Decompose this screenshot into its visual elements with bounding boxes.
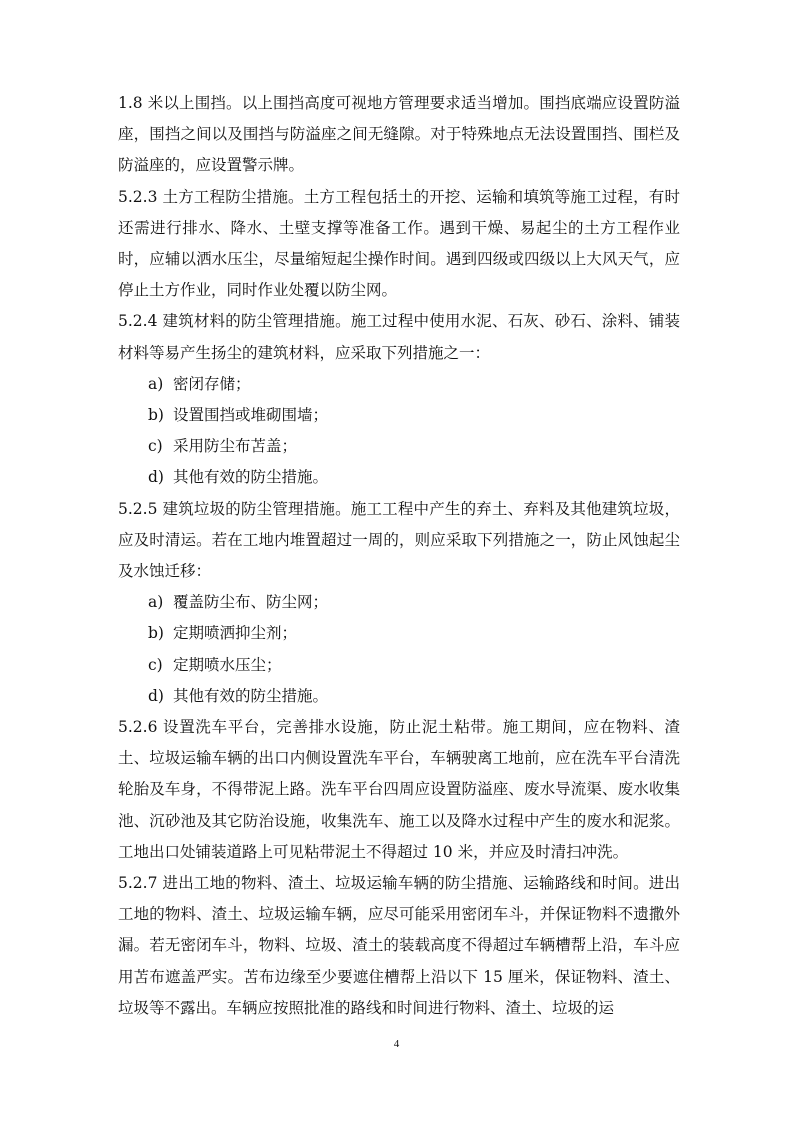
list-material-measures [118, 369, 680, 494]
list-item [118, 618, 680, 649]
list-item [118, 650, 680, 681]
paragraph-5-2-3: 5.2.3 土方工程防尘措施。土方工程包括土的开挖、运输和填筑等施工过程，有时还需进行排水、降水、土壁支撑等准备工作。遇到干燥、易起尘的土方工程作业时，应辅以洒水压尘，尽量缩短起尘操作时间。遇到四级或四级以上大风天气，应停止土方作业，同时作业处覆以防尘网。 [118, 187, 680, 300]
list-item-label: c) [148, 437, 163, 456]
list-item-label: c) [148, 655, 163, 674]
paragraph-5-2-4: 5.2.4 建筑材料的防尘管理措施。施工过程中使用水泥、石灰、砂石、涂料、铺装材料等易产生扬尘的建筑材料，应采取下列措施之一： [118, 312, 680, 362]
list-item [118, 681, 680, 712]
list-item-text: 定期喷洒抑尘剂； [172, 624, 297, 643]
page-number: 4 [393, 1038, 400, 1050]
list-item-label: b) [148, 406, 164, 425]
list-item-text: 其他有效的防尘措施。 [172, 686, 328, 705]
list-item-text: 定期喷水压尘； [172, 655, 282, 674]
list-item [118, 400, 680, 431]
list-item-label: d) [148, 468, 164, 487]
list-item [118, 431, 680, 462]
list-item-label: d) [148, 686, 164, 705]
list-item-text: 密闭存储； [172, 374, 251, 393]
list-waste-measures [118, 587, 680, 712]
list-item [118, 587, 680, 618]
list-item-text: 采用防尘布苫盖； [172, 437, 297, 456]
list-item-label: b) [148, 624, 164, 643]
paragraph-5-2-7: 5.2.7 进出工地的物料、渣土、垃圾运输车辆的防尘措施、运输路线和时间。进出工地的物料、渣土、垃圾运输车辆，应尽可能采用密闭车斗，并保证物料不遗撒外漏。若无密闭车斗，物料、垃圾、渣土的装载高度不得超过车辆槽帮上沿，车斗应用苫布遮盖严实。苫布边缘至少要遮住槽帮上沿以下 15 厘米，保证物料、渣土、垃圾等不露出。车辆应按照批准的路线和时间进行物料、渣土、垃圾的运 [118, 874, 680, 1017]
list-item-text: 其他有效的防尘措施。 [172, 468, 328, 487]
list-item [118, 462, 680, 493]
list-item-label: a) [148, 374, 164, 393]
paragraph-5-2-5: 5.2.5 建筑垃圾的防尘管理措施。施工工程中产生的弃土、弃料及其他建筑垃圾，应及时清运。若在工地内堆置超过一周的，则应采取下列措施之一，防止风蚀起尘及水蚀迁移： [118, 499, 680, 581]
document-body [118, 88, 680, 1024]
list-item-text: 覆盖防尘布、防尘网； [172, 593, 328, 612]
list-item-text: 设置围挡或堆砌围墙； [172, 406, 328, 425]
paragraph-5-2-6: 5.2.6 设置洗车平台，完善排水设施，防止泥土粘带。施工期间，应在物料、渣土、垃圾运输车辆的出口内侧设置洗车平台，车辆驶离工地前，应在洗车平台清洗轮胎及车身，不得带泥上路。洗车平台四周应设置防溢座、废水导流渠、废水收集池、沉砂池及其它防治设施，收集洗车、施工以及降水过程中产生的废水和泥浆。工地出口处铺装道路上可见粘带泥土不得超过 10 米，并应及时清扫冲洗。 [118, 718, 680, 861]
list-item [118, 369, 680, 400]
paragraph-fence-height: 1.8 米以上围挡。以上围挡高度可视地方管理要求适当增加。围挡底端应设置防溢座，围挡之间以及围挡与防溢座之间无缝隙。对于特殊地点无法设置围挡、围栏及防溢座的，应设置警示牌。 [118, 94, 680, 175]
list-item-label: a) [148, 593, 164, 612]
